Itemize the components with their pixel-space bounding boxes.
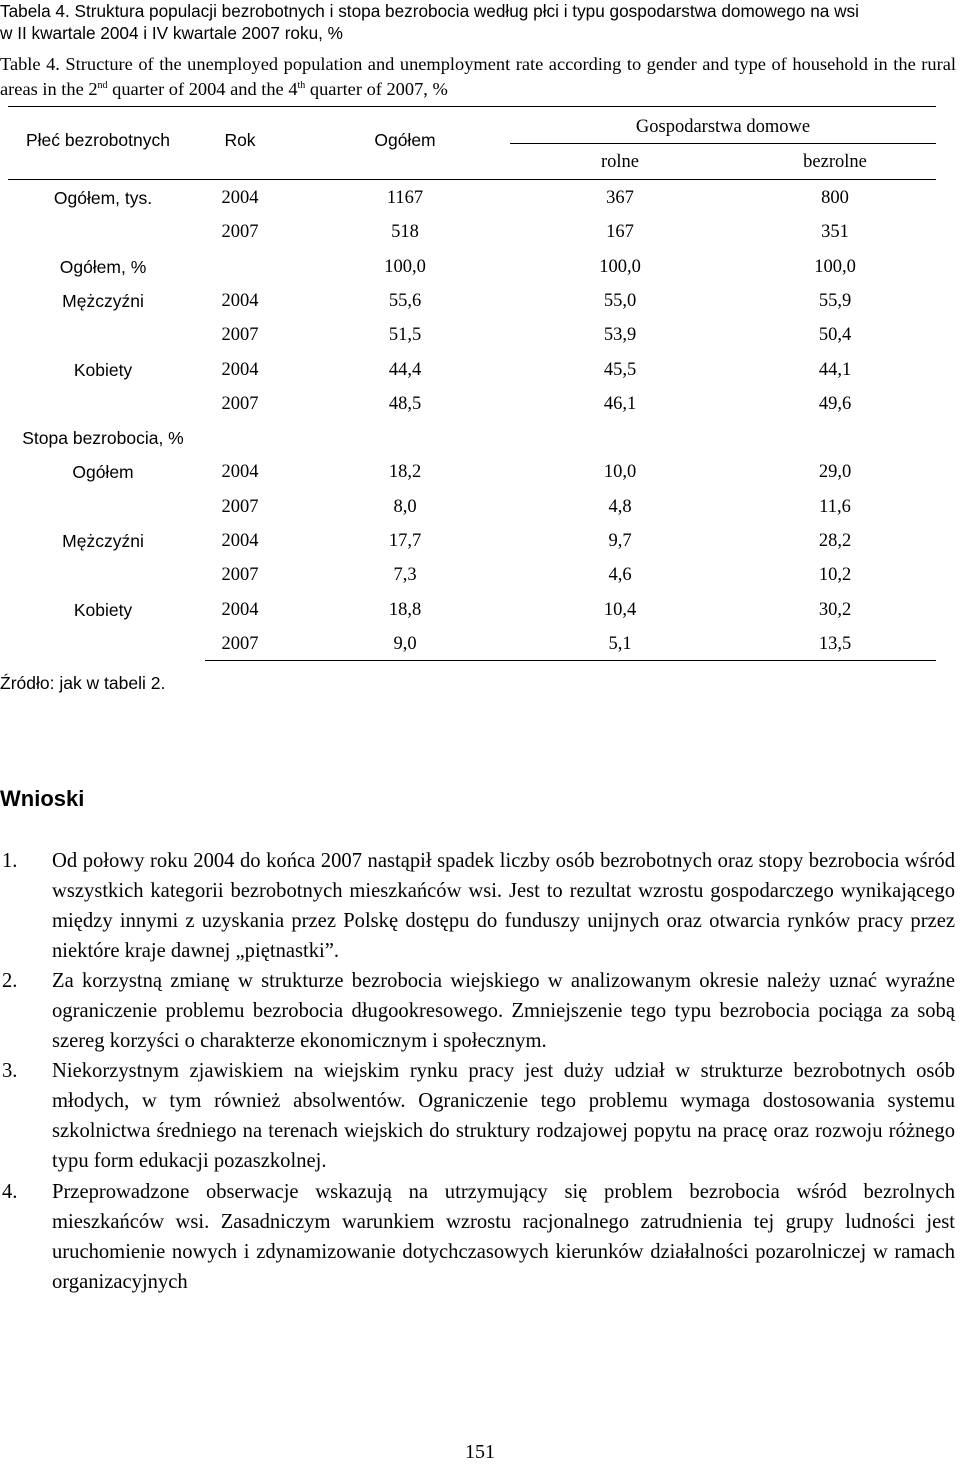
table-top-rule (8, 106, 936, 107)
header-farm: rolne (600, 152, 639, 172)
cell-year: 2007 (221, 634, 259, 654)
conclusion-item (0, 1177, 955, 1297)
row-label: Mężczyźni (62, 291, 144, 311)
cell-farm: 10,0 (603, 462, 637, 482)
cell-total: 100,0 (384, 257, 426, 277)
conclusion-item (0, 966, 955, 1056)
cell-nonfarm: 351 (821, 222, 849, 242)
cell-total: 44,4 (388, 360, 422, 380)
cell-farm: 46,1 (603, 394, 637, 414)
cell-farm: 367 (606, 188, 634, 208)
header-nonfarm: bezrolne (803, 152, 867, 172)
row-label: Kobiety (73, 360, 133, 380)
cell-total: 7,3 (393, 565, 417, 585)
cell-total: 18,8 (388, 600, 422, 620)
cell-nonfarm: 800 (821, 188, 849, 208)
cell-nonfarm: 28,2 (818, 531, 852, 551)
caption-pl-line2: w II kwartale 2004 i IV kwartale 2007 roku, % (0, 23, 343, 43)
cell-year: 2004 (221, 188, 259, 208)
cell-farm: 100,0 (599, 257, 641, 277)
cell-total: 8,0 (393, 497, 417, 517)
cell-total: 9,0 (393, 634, 417, 654)
cell-nonfarm: 55,9 (818, 291, 852, 311)
header-households: Gospodarstwa domowe (635, 117, 811, 137)
cell-farm: 9,7 (608, 531, 632, 551)
table-caption-english (0, 52, 956, 102)
caption-en-sup2: th (297, 80, 306, 91)
header-year: Rok (224, 130, 256, 150)
caption-en-part3: quarter of 2007, % (305, 79, 448, 99)
page-number: 151 (465, 1441, 495, 1463)
cell-nonfarm: 10,2 (818, 565, 852, 585)
cell-nonfarm: 50,4 (818, 325, 852, 345)
cell-farm: 4,6 (608, 565, 632, 585)
row-label: Kobiety (73, 600, 133, 620)
item-number: 1. (2, 850, 18, 872)
cell-year: 2004 (221, 360, 259, 380)
cell-year: 2007 (221, 497, 259, 517)
table-caption-polish (0, 0, 956, 44)
row-label: Stopa bezrobocia, % (22, 428, 184, 448)
cell-total: 48,5 (388, 394, 422, 414)
cell-nonfarm: 100,0 (814, 257, 856, 277)
cell-farm: 10,4 (603, 600, 637, 620)
caption-en-part1: Table 4. Structure of the unemployed population and unemployment rate according to gender and type of household in the rural areas in the 2 (0, 54, 956, 99)
table-header-rule (8, 179, 936, 180)
cell-nonfarm: 49,6 (818, 394, 852, 414)
item-text: Niekorzystnym zjawiskiem na wiejskim rynku pracy jest duży udział w strukturze bezrobotnych osób młodych, w tym również absolwentów. Ograniczenie tego problemu wymaga dostosowania systemu szkolnictwa średniego na terenach wiejskich do struktury rodzajowej popytu na pracę oraz rozwoju różnego typu form edukacji pozaszkolnej. (52, 1060, 955, 1173)
item-number: 3. (2, 1060, 18, 1083)
cell-nonfarm: 11,6 (819, 497, 851, 517)
row-label: Ogółem, % (59, 257, 147, 277)
caption-pl-line1: Tabela 4. Struktura populacji bezrobotnych i stopa bezrobocia według płci i typu gospodarstwa domowego na wsi (0, 1, 859, 21)
cell-farm: 45,5 (603, 360, 637, 380)
caption-en-sup1: nd (97, 80, 108, 91)
header-total: Ogółem (374, 130, 436, 150)
cell-total: 18,2 (388, 462, 422, 482)
cell-year: 2007 (221, 394, 259, 414)
cell-year: 2007 (221, 325, 259, 345)
row-label: Mężczyźni (62, 531, 144, 551)
cell-year: 2004 (221, 531, 259, 551)
conclusions-heading: Wnioski (0, 786, 85, 811)
table-bottom-rule (205, 660, 936, 661)
cell-nonfarm: 30,2 (818, 600, 852, 620)
cell-year: 2007 (221, 222, 259, 242)
source-note: Źródło: jak w tabeli 2. (0, 673, 166, 693)
cell-farm: 55,0 (603, 291, 637, 311)
cell-total: 518 (391, 222, 419, 242)
cell-year: 2004 (221, 291, 259, 311)
item-number: 4. (2, 1180, 18, 1203)
cell-year: 2004 (221, 462, 259, 482)
cell-total: 51,5 (388, 325, 422, 345)
item-text: Przeprowadzone obserwacje wskazują na utrzymujący się problem bezrobocia wśród bezrolnych mieszkańców wsi. Zasadniczym warunkiem wzrostu racjonalnego zatrudnienia tej grupy ludności jest uruchomienie nowych i zdynamizowanie dotychczasowych kierunków działalności pozarolniczej w ramach organizacyjnych (52, 1180, 955, 1293)
cell-total: 17,7 (388, 531, 422, 551)
conclusion-item (0, 1056, 955, 1176)
cell-farm: 5,1 (608, 634, 632, 654)
cell-total: 55,6 (388, 291, 422, 311)
conclusion-item (0, 846, 955, 966)
item-number: 2. (2, 970, 18, 993)
households-rule (510, 143, 936, 144)
cell-nonfarm: 13,5 (818, 634, 852, 654)
conclusions-list (0, 846, 955, 1297)
cell-nonfarm: 44,1 (818, 360, 852, 380)
row-label: Ogółem, tys. (53, 188, 153, 208)
cell-nonfarm: 29,0 (818, 462, 852, 482)
item-text: Za korzystną zmianę w strukturze bezrobocia wiejskiego w analizowanym okresie należy uznać wyraźne ograniczenie problemu bezrobocia długookresowego. Zmniejszenie tego typu bezrobocia pociąga za sobą szereg korzyści o charakterze ekonomicznym i społecznym. (52, 970, 955, 1053)
cell-farm: 4,8 (608, 497, 632, 517)
cell-farm: 53,9 (603, 325, 637, 345)
cell-farm: 167 (606, 222, 634, 242)
header-gender: Płeć bezrobotnych (26, 130, 170, 150)
cell-year: 2007 (221, 565, 259, 585)
cell-total: 1167 (386, 188, 424, 208)
row-label: Ogółem (72, 462, 134, 482)
caption-en-part2: quarter of 2004 and the 4 (107, 79, 298, 99)
cell-year: 2004 (221, 600, 259, 620)
item-text: Od połowy roku 2004 do końca 2007 nastąpił spadek liczby osób bezrobotnych oraz stopy bezrobocia wśród wszystkich kategorii bezrobotnych mieszkańców wsi. Jest to rezultat wzrostu gospodarczego wynikającego między innymi z uzyskania przez Polskę dostępu do funduszy unijnych oraz otwarcia rynków pracy przez niektóre kraje dawnej „piętnastki”. (52, 850, 955, 963)
